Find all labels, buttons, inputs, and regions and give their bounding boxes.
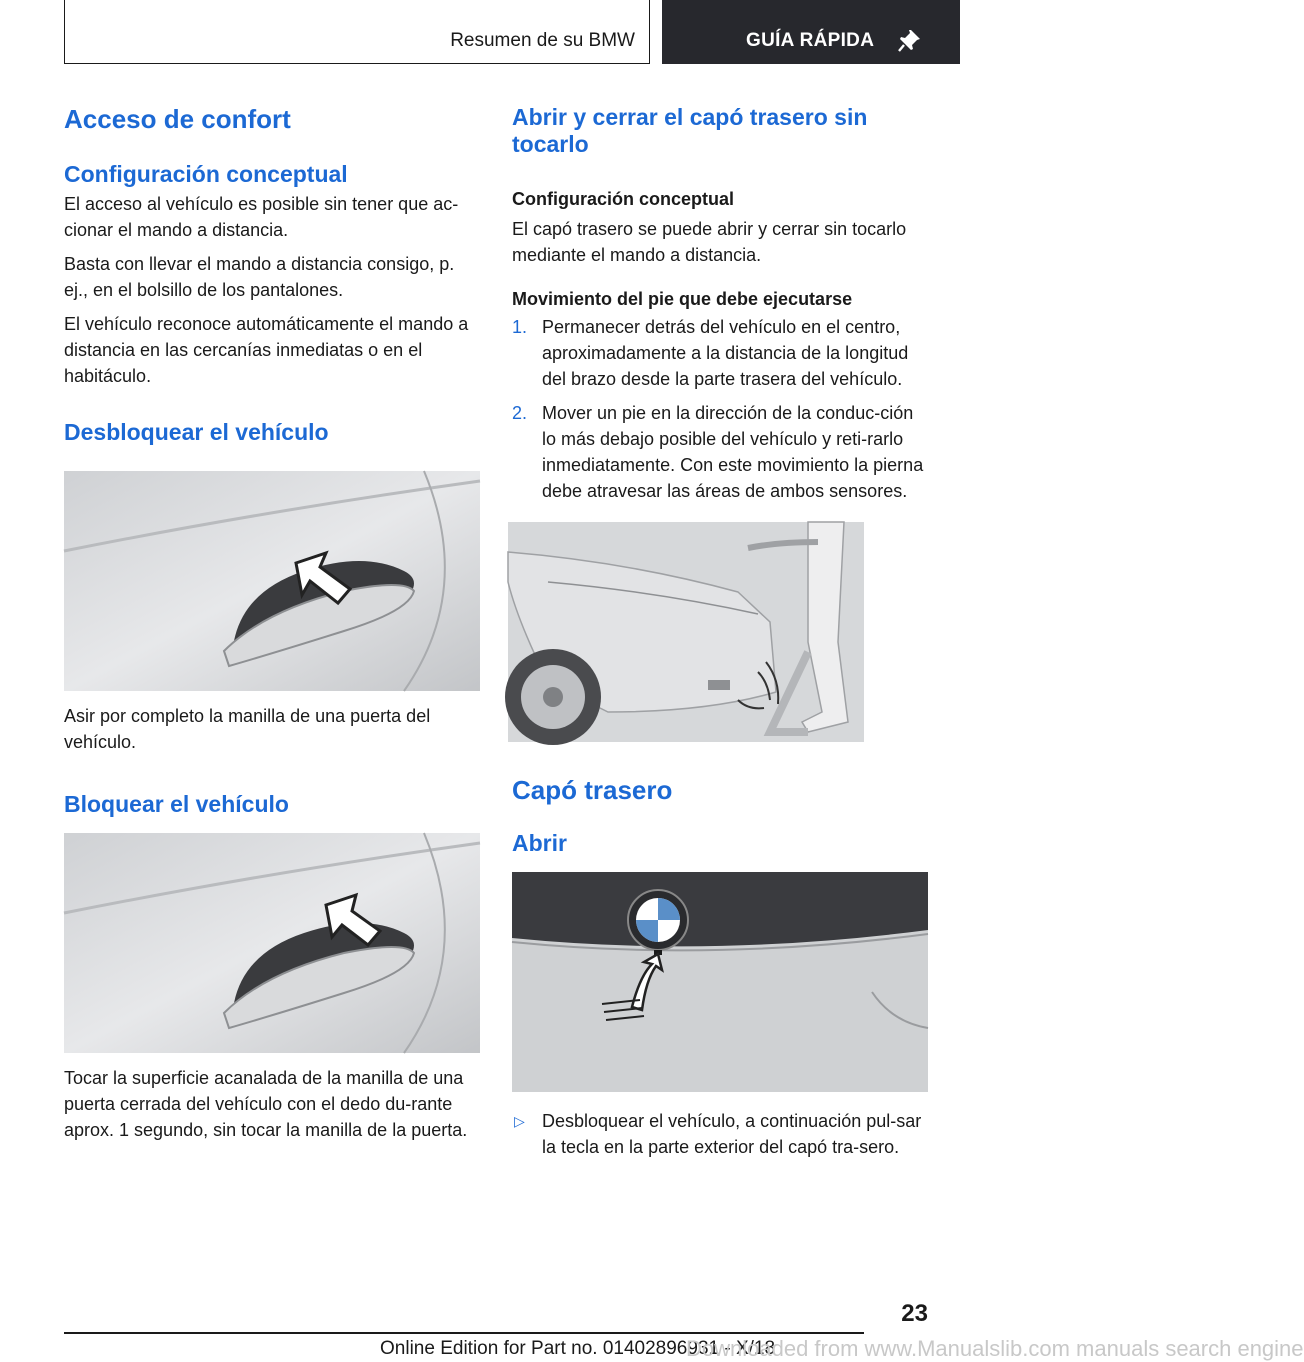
paragraph: El vehículo reconoce automáticamente el mando a distancia en las cercanías inmediatas o en el habitáculo. <box>64 314 469 386</box>
steps-list <box>512 314 928 504</box>
subsection-title-open: Abrir <box>512 830 567 856</box>
foot-gesture-image <box>508 522 864 742</box>
step-text: Mover un pie en la dirección de la conduc-ción lo más debajo posible del vehículo y reti-rarlo inmediatamente. Con este movimiento la pierna debe atravesar las áreas de ambos sensores. <box>542 403 924 501</box>
subsection-title-lock: Bloquear el vehículo <box>64 791 289 817</box>
paragraph: El capó trasero se puede abrir y cerrar sin tocarlo mediante el mando a distancia. <box>512 219 907 265</box>
triangle-bullet-icon: ▷ <box>514 1113 525 1129</box>
section-title-tailgate: Capó trasero <box>512 775 673 805</box>
subheading-concept: Configuración conceptual <box>512 189 735 209</box>
instruction-bullet <box>512 1108 928 1160</box>
subheading-foot-movement: Movimiento del pie que debe ejecutarse <box>512 289 853 309</box>
watermark-text: Downloaded from www.Manualslib.com manuals search engine <box>686 1336 1304 1361</box>
paragraph: El acceso al vehículo es posible sin tener que ac-cionar el mando a distancia. <box>64 194 459 240</box>
page-number: 23 <box>901 1300 928 1327</box>
paragraph: Asir por completo la manilla de una puerta del vehículo. <box>64 706 431 752</box>
door-handle-unlock-image <box>64 471 480 691</box>
section-title-comfort-access: Acceso de confort <box>64 104 291 134</box>
door-handle-lock-image <box>64 833 480 1053</box>
bullet-text: Desbloquear el vehículo, a continuación pul-sar la tecla en la parte exterior del capó tra-sero. <box>542 1111 922 1157</box>
list-item <box>512 314 928 392</box>
step-text: Permanecer detrás del vehículo en el centro, aproximadamente a la distancia de la longitud del brazo desde la parte trasera del vehículo. <box>542 317 909 389</box>
tailgate-button-image <box>512 872 928 1092</box>
header-left-box <box>64 0 650 64</box>
section-title-tailgate-contactless: Abrir y cerrar el capó trasero sin tocarlo <box>512 104 868 157</box>
pin-icon <box>898 28 922 52</box>
breadcrumb[interactable]: Resumen de su BMW <box>450 30 635 51</box>
subsection-title-concept: Configuración conceptual <box>64 161 348 187</box>
quick-guide-badge[interactable]: GUÍA RÁPIDA <box>746 30 875 51</box>
right-column <box>512 100 928 1160</box>
list-item <box>512 400 928 504</box>
paragraph: Basta con llevar el mando a distancia consigo, p. ej., en el bolsillo de los pantalones. <box>64 254 455 300</box>
left-column <box>64 100 480 1143</box>
step-number: 2. <box>512 403 528 423</box>
step-number: 1. <box>512 317 528 337</box>
header-badge-box <box>662 0 960 64</box>
edition-text: Online Edition for Part no. 01402896931 - X/18 <box>380 1338 776 1359</box>
footer-divider <box>64 1332 864 1334</box>
subsection-title-unlock: Desbloquear el vehículo <box>64 419 329 445</box>
paragraph: Tocar la superficie acanalada de la manilla de una puerta cerrada del vehículo con el dedo du-rante aprox. 1 segundo, sin tocar la manilla de la puerta. <box>64 1068 468 1140</box>
